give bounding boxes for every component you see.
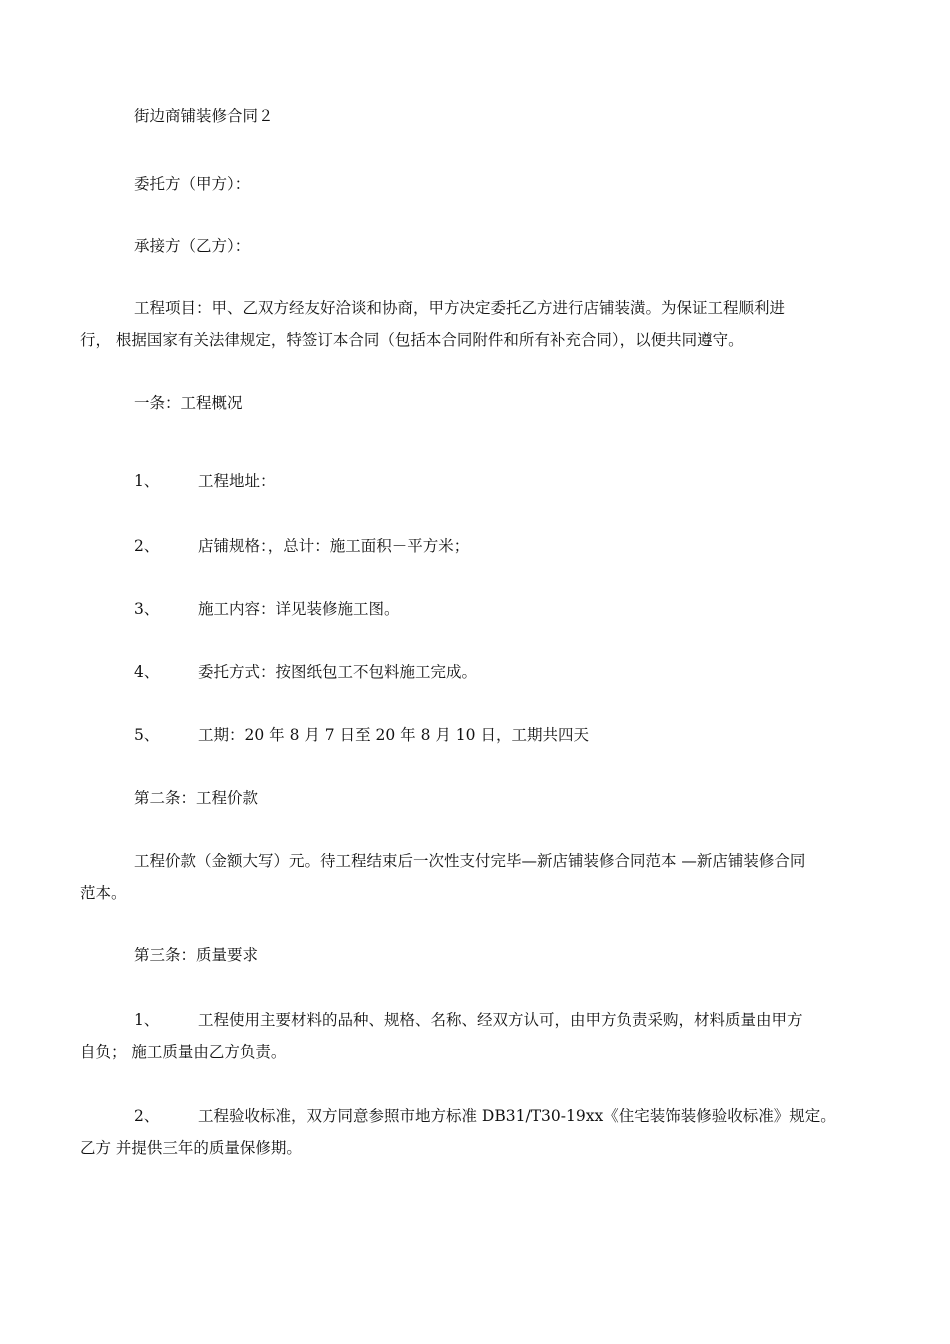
project-paragraph-line-1: 工程项目：甲、乙双方经友好洽谈和协商，甲方决定委托乙方进行店铺装潢。为保证工程顺利进	[134, 299, 786, 317]
party-a-line: 委托方（甲方）：	[134, 175, 251, 193]
item-number: 2、	[134, 1107, 160, 1125]
section-2-heading: 第二条：工程价款	[134, 789, 259, 807]
item-number: 1、	[134, 1011, 160, 1029]
item-number: 5、	[134, 726, 160, 744]
section-2-paragraph-line-1: 工程价款（金额大写）元。待工程结束后一次性支付完毕—新店铺装修合同范本 —新店铺装修合同	[134, 852, 806, 870]
item-text: 委托方式：按图纸包工不包料施工完成。	[198, 663, 478, 681]
section-3-heading: 第三条：质量要求	[134, 946, 259, 964]
section-3-item-2-line-2: 乙方 并提供三年的质量保修期。	[80, 1139, 302, 1157]
section-1-item	[134, 662, 477, 682]
section-2-paragraph-line-2: 范本。	[80, 884, 127, 902]
item-number: 4、	[134, 663, 160, 681]
section-1-item	[134, 725, 589, 745]
section-1-item	[134, 471, 276, 491]
item-text: 施工内容：详见装修施工图。	[198, 600, 400, 618]
party-b-line: 承接方（乙方）：	[134, 237, 251, 255]
section-1-heading: 一条：工程概况	[134, 394, 243, 412]
item-text: 工程使用主要材料的品种、规格、名称、经双方认可，由甲方负责采购，材料质量由甲方	[198, 1011, 803, 1029]
item-text: 工程验收标准，双方同意参照市地方标准 DB31/T30-19xx《住宅装饰装修验收标准》规定。	[198, 1107, 836, 1125]
item-text: 工期：20 年 8 月 7 日至 20 年 8 月 10 日，工期共四天	[198, 726, 589, 744]
item-text: 工程地址：	[198, 472, 276, 490]
document-title: 街边商铺装修合同２	[134, 107, 274, 125]
item-number: 1、	[134, 472, 160, 490]
section-1-item	[134, 536, 469, 556]
item-number: 3、	[134, 600, 160, 618]
project-paragraph-line-2: 行， 根据国家有关法律规定，特签订本合同（包括本合同附件和所有补充合同），以便共同遵守。	[80, 331, 744, 349]
section-3-item-1-line-2: 自负； 施工质量由乙方负责。	[80, 1043, 287, 1061]
section-3-item-2-line-1	[134, 1106, 836, 1126]
item-number: 2、	[134, 537, 160, 555]
item-text: 店铺规格：，总计：施工面积－平方米；	[198, 537, 470, 555]
section-3-item-1-line-1	[134, 1010, 803, 1030]
section-1-item	[134, 599, 400, 619]
